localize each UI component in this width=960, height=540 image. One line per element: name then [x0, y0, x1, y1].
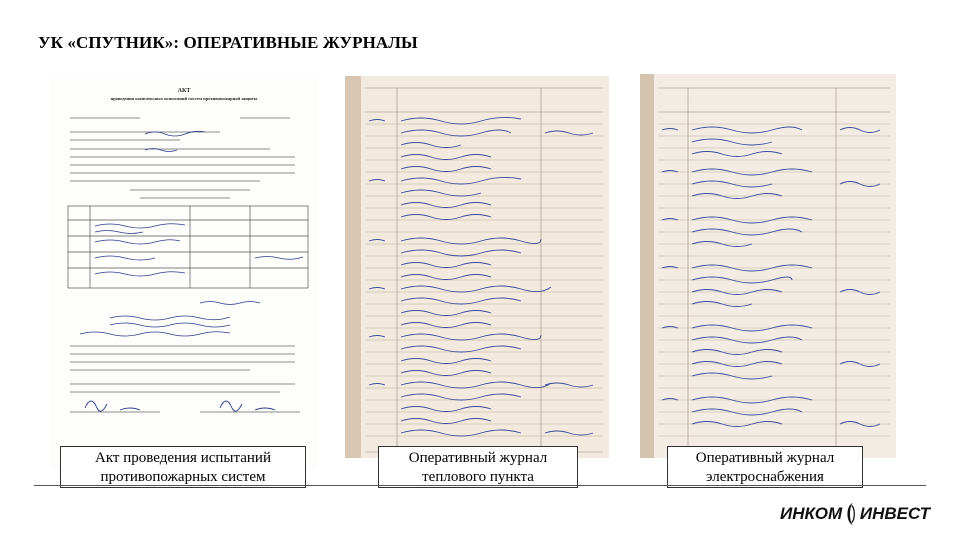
power-journal-image: [640, 74, 896, 458]
power-journal-scan: [640, 74, 896, 458]
heat-journal-caption-line1: Оперативный журнал: [408, 450, 548, 466]
logo-right-word: ИНВЕСТ: [859, 504, 930, 523]
logo-mark-icon: [844, 499, 858, 529]
act-caption-line2: противопожарных систем: [100, 469, 266, 485]
power-journal-caption-line1: Оперативный журнал: [695, 450, 835, 466]
heat-journal-image: [345, 76, 609, 458]
act-caption-line1: Акт проведения испытаний: [95, 450, 271, 466]
company-logo: [780, 497, 930, 531]
heat-journal-caption: [378, 446, 578, 488]
act-document-image: [50, 78, 318, 468]
footer-divider: [34, 485, 926, 486]
heat-journal-scan: [345, 76, 609, 458]
act-heading: АКТ: [177, 88, 191, 94]
heat-journal-caption-line2: теплового пункта: [422, 469, 534, 485]
power-journal-caption-line2: электроснабжения: [706, 469, 824, 485]
slide-title: УК «СПУТНИК»: ОПЕРАТИВНЫЕ ЖУРНАЛЫ: [38, 33, 418, 52]
act-subheading: проведения комплексных испытаний систем противопожарной защиты: [110, 96, 258, 101]
power-journal-caption: [667, 446, 863, 488]
act-document-scan: [50, 78, 318, 468]
act-caption: [60, 446, 306, 488]
logo-left-word: ИНКОМ: [780, 504, 843, 523]
